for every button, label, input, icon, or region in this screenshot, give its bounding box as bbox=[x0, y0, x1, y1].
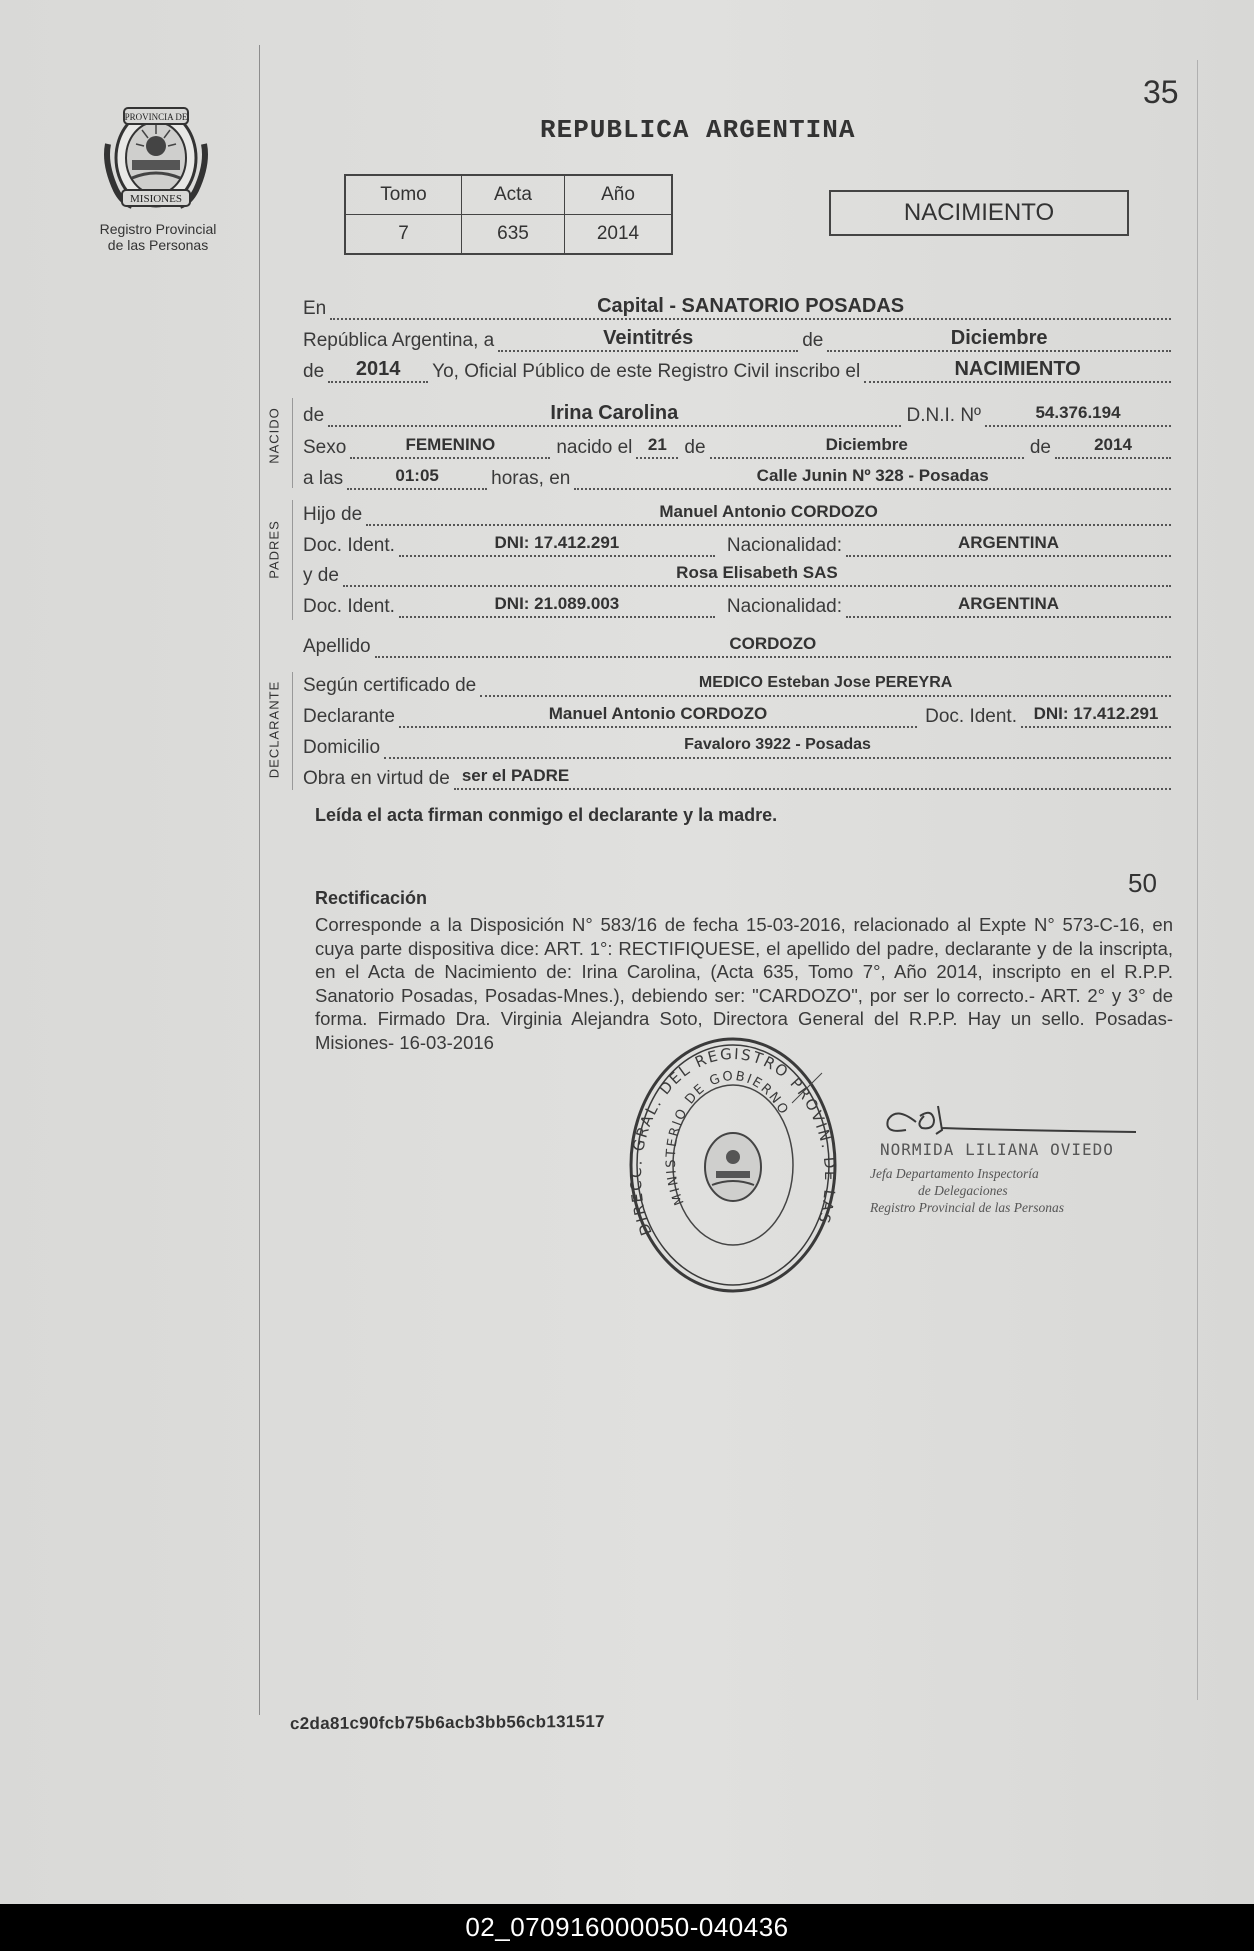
birth-month-label: de bbox=[684, 437, 706, 458]
stamp-inner-text: MINISTERIO DE GOBIERNO bbox=[663, 1068, 792, 1208]
dni-line bbox=[985, 403, 1171, 427]
stamp-emblem-icon bbox=[705, 1133, 761, 1201]
country-title: REPUBLICA ARGENTINA bbox=[540, 115, 856, 145]
registry-name bbox=[88, 221, 228, 253]
seal-bottom-text: MISIONES bbox=[130, 193, 182, 205]
act-kind-value: NACIMIENTO bbox=[954, 358, 1081, 380]
certificate-row bbox=[303, 675, 1171, 697]
birth-year-line bbox=[1055, 435, 1171, 459]
certificate-label: Según certificado de bbox=[303, 675, 477, 696]
dni-value: 54.376.194 bbox=[1035, 403, 1121, 422]
birth-place-value: Calle Junin Nº 328 - Posadas bbox=[756, 466, 989, 485]
mother-row bbox=[303, 565, 1171, 587]
year-label: de bbox=[303, 361, 325, 382]
born-label: nacido el bbox=[556, 437, 633, 458]
signer-title-line: Jefa Departamento Inspectoría bbox=[870, 1166, 1039, 1181]
sex-value: FEMENINO bbox=[405, 435, 496, 454]
declarant-doc-line bbox=[1021, 704, 1171, 728]
declarant-doc-value: DNI: 17.412.291 bbox=[1033, 704, 1159, 723]
mother-line bbox=[343, 563, 1171, 587]
act-type-box: NACIMIENTO bbox=[829, 190, 1129, 236]
official-stamp-icon bbox=[622, 1033, 844, 1297]
signature-scribble-icon bbox=[876, 1100, 1138, 1140]
certificate-value: MEDICO Esteban Jose PEREYRA bbox=[698, 674, 953, 691]
time-place-row bbox=[303, 468, 1171, 490]
month-line bbox=[827, 327, 1171, 352]
nacido-bracket bbox=[292, 398, 293, 488]
anio-header: Año bbox=[565, 175, 673, 215]
scan-footer-bar bbox=[0, 1904, 1254, 1951]
padres-bracket bbox=[292, 500, 293, 620]
child-name-value: Irina Carolina bbox=[550, 402, 679, 424]
child-name-line bbox=[328, 402, 900, 427]
page-number: 35 bbox=[1143, 74, 1179, 110]
hours-label: horas, en bbox=[491, 468, 571, 489]
year-row bbox=[303, 358, 1171, 383]
sex-label: Sexo bbox=[303, 437, 347, 458]
day-value: Veintitrés bbox=[603, 327, 694, 349]
provincial-seal-icon bbox=[102, 94, 210, 216]
mother-doc-label: Doc. Ident. bbox=[303, 596, 395, 617]
acta-header: Acta bbox=[462, 175, 565, 215]
registry-line: Registro Provincial bbox=[99, 221, 217, 237]
father-nationality-label: Nacionalidad: bbox=[726, 535, 843, 556]
father-doc-label: Doc. Ident. bbox=[303, 535, 395, 556]
scan-id: 02_070916000050-040436 bbox=[465, 1912, 789, 1942]
acta-value: 635 bbox=[462, 215, 565, 255]
certificate-line bbox=[480, 676, 1171, 697]
child-name-row bbox=[303, 402, 1171, 427]
anio-value: 2014 bbox=[565, 215, 673, 255]
mother-value: Rosa Elisabeth SAS bbox=[676, 563, 838, 582]
place-row bbox=[303, 295, 1171, 320]
capacity-label: Obra en virtud de bbox=[303, 768, 450, 789]
month-value: Diciembre bbox=[950, 327, 1048, 349]
surname-value: CORDOZO bbox=[729, 634, 817, 653]
mother-label: y de bbox=[303, 565, 339, 586]
address-value: Favaloro 3922 - Posadas bbox=[684, 736, 871, 753]
right-margin-rule bbox=[1197, 60, 1198, 1700]
mother-nationality-value: ARGENTINA bbox=[957, 594, 1060, 613]
time-line bbox=[347, 466, 487, 490]
closing-statement: Leída el acta firman conmigo el declarante y la madre. bbox=[315, 805, 778, 825]
act-kind-line bbox=[864, 358, 1171, 383]
place-value: Capital - SANATORIO POSADAS bbox=[597, 295, 905, 317]
child-name-label: de bbox=[303, 405, 325, 426]
year-line bbox=[328, 358, 428, 383]
father-row bbox=[303, 504, 1171, 526]
father-doc-line bbox=[399, 533, 715, 557]
month-label: de bbox=[802, 330, 824, 351]
declarant-value: Manuel Antonio CORDOZO bbox=[548, 704, 768, 723]
date-row bbox=[303, 327, 1171, 352]
mother-doc-line bbox=[399, 594, 715, 618]
birth-year-label: de bbox=[1029, 437, 1051, 458]
declarant-label: Declarante bbox=[303, 706, 395, 727]
signer-name: NORMIDA LILIANA OVIEDO bbox=[880, 1140, 1114, 1159]
birth-month-line bbox=[710, 435, 1024, 459]
signer-title-line: de Delegaciones bbox=[918, 1183, 1008, 1198]
declarant-row bbox=[303, 706, 1171, 728]
time-value: 01:05 bbox=[395, 466, 439, 485]
section-label-declarante: DECLARANTE bbox=[266, 680, 282, 779]
section-label-nacido: NACIDO bbox=[266, 407, 282, 464]
declarante-bracket bbox=[292, 672, 293, 790]
mother-doc-row bbox=[303, 596, 1171, 618]
address-label: Domicilio bbox=[303, 737, 381, 758]
father-line bbox=[366, 502, 1171, 526]
birth-year-value: 2014 bbox=[1094, 435, 1132, 454]
capacity-line bbox=[454, 766, 1171, 790]
section-label-padres: PADRES bbox=[266, 520, 282, 579]
birth-place-line bbox=[574, 466, 1171, 490]
day-line bbox=[498, 327, 798, 352]
registry-reference-table bbox=[344, 174, 673, 255]
father-nationality-line bbox=[846, 533, 1171, 557]
mother-doc-value: DNI: 21.089.003 bbox=[494, 594, 620, 613]
sex-birth-row bbox=[303, 437, 1171, 459]
stamp-outer-text: DIRECC. GRAL. DEL REGISTRO PROVIN. DE LAS bbox=[626, 1044, 840, 1238]
officer-statement: Yo, Oficial Público de este Registro Civil inscribo el bbox=[432, 361, 861, 382]
document-hash: c2da81c90fcb75b6acb3bb56cb131517 bbox=[289, 1711, 605, 1734]
surname-line bbox=[375, 634, 1171, 658]
father-doc-value: DNI: 17.412.291 bbox=[494, 533, 620, 552]
time-label: a las bbox=[303, 468, 344, 489]
father-doc-row bbox=[303, 535, 1171, 557]
signer-title-line: Registro Provincial de las Personas bbox=[870, 1200, 1064, 1215]
birth-month-value: Diciembre bbox=[825, 435, 908, 454]
capacity-value: ser el PADRE bbox=[461, 766, 570, 785]
mother-nationality-label: Nacionalidad: bbox=[726, 596, 843, 617]
birth-day-line bbox=[636, 435, 678, 459]
address-line bbox=[384, 738, 1171, 759]
tomo-header: Tomo bbox=[345, 175, 462, 215]
place-line bbox=[330, 295, 1171, 320]
address-row bbox=[303, 737, 1171, 759]
father-nationality-value: ARGENTINA bbox=[957, 533, 1060, 552]
rectification-body: Corresponde a la Disposición N° 583/16 de fecha 15-03-2016, relacionado al Expte N° 573-C-16, en cuya parte dispositiva dice: ART. 1°: RECTIFIQUESE, el apellido del padre, declarante y de la inscripta, en el Acta de Nacimiento de: Irina Carolina, (Acta 635, Tomo 7°, Año 2014, inscripto en el R.P.P. Sanatorio Posadas, Posadas-Mnes.), debiendo ser: "CARDOZO", por ser lo correcto.- ART. 2° y 3° de forma. Firmado Dra. Virginia Alejandra Soto, Directora General del R.P.P. Hay un sello. Posadas- Misiones- 16-03-2016 bbox=[315, 914, 1173, 1053]
dni-label: D.N.I. Nº bbox=[906, 405, 981, 426]
surname-label: Apellido bbox=[303, 636, 371, 657]
year-value: 2014 bbox=[355, 358, 401, 380]
left-margin-rule bbox=[259, 45, 260, 1715]
sex-line bbox=[350, 435, 550, 459]
mother-nationality-line bbox=[846, 594, 1171, 618]
place-label: En bbox=[303, 298, 327, 319]
father-value: Manuel Antonio CORDOZO bbox=[659, 502, 878, 521]
father-label: Hijo de bbox=[303, 504, 363, 525]
tomo-value: 7 bbox=[345, 215, 462, 255]
declarant-doc-label: Doc. Ident. bbox=[925, 706, 1017, 727]
declarant-line bbox=[399, 704, 917, 728]
seal-top-text: PROVINCIA DE bbox=[124, 112, 188, 122]
registry-line: de las Personas bbox=[107, 237, 209, 253]
surname-row bbox=[303, 636, 1171, 658]
republic-label: República Argentina, a bbox=[303, 330, 495, 351]
birth-day-value: 21 bbox=[647, 435, 667, 454]
rectification-title: Rectificación bbox=[315, 888, 428, 908]
capacity-row bbox=[303, 768, 1171, 790]
rectification-number: 50 bbox=[1128, 868, 1157, 898]
